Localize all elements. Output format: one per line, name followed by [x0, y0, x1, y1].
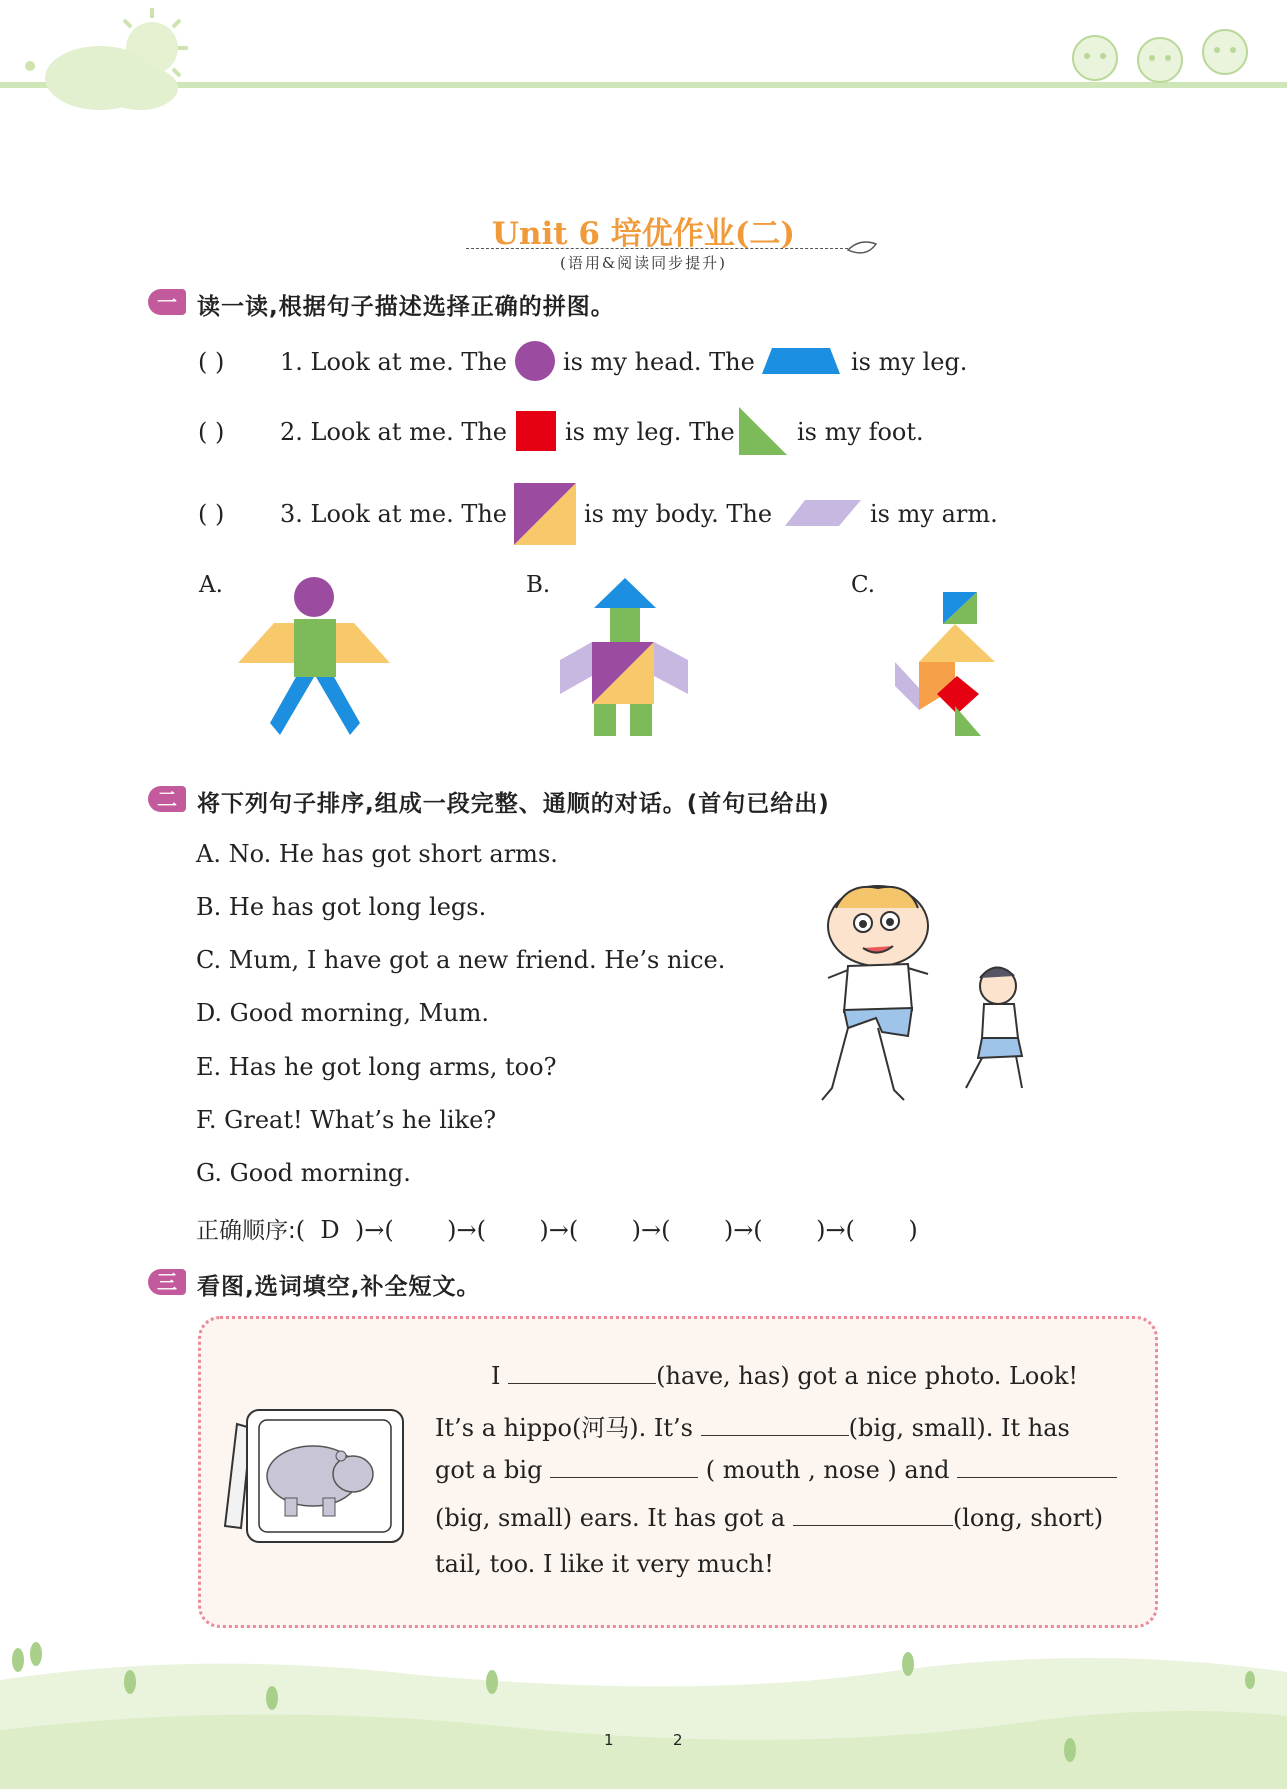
green-triangle-shape [737, 405, 789, 457]
hippo-photo-illustration [223, 1404, 409, 1546]
question-1-text-c: is my leg. [851, 348, 968, 376]
question-3-text-b: is my body. The [584, 500, 773, 528]
sentence-a: A. No. He has got short arms. [196, 840, 558, 868]
section-2-badge: 二 [148, 786, 186, 812]
page-number-left: 1 [604, 1731, 614, 1749]
option-b-label: B. [526, 572, 551, 598]
page-title: Unit 6 培优作业(二) [491, 216, 796, 252]
sentence-e: E. Has he got long arms, too? [196, 1053, 557, 1081]
order-label: 正确顺序: [196, 1218, 296, 1244]
passage-text: ( mouth , nose ) and [705, 1456, 950, 1484]
blank-2[interactable] [701, 1413, 849, 1436]
passage-text: I [491, 1362, 501, 1390]
question-3-text-c: is my arm. [870, 500, 998, 528]
passage-text: (big, small). It has [848, 1414, 1070, 1442]
section-2-heading: 将下列句子排序,组成一段完整、通顺的对话。(首句已给出) [197, 791, 830, 817]
purple-yellow-square-shape [513, 482, 577, 546]
passage-text: (have, has) got a nice photo. Look! [656, 1362, 1078, 1390]
blank-3[interactable] [550, 1455, 698, 1478]
order-line: 正确顺序:( D )→( )→( )→( )→( )→( )→( ) [196, 1216, 918, 1244]
option-c-figure [893, 590, 999, 738]
question-2-text-b: is my leg. The [565, 418, 735, 446]
blank-5[interactable] [793, 1503, 953, 1526]
page-number-right: 2 [673, 1731, 683, 1749]
question-2-text-c: is my foot. [797, 418, 924, 446]
question-1-text-b: is my head. The [563, 348, 755, 376]
question-3-text: 3. Look at me. The [280, 500, 508, 528]
red-square-shape [515, 410, 557, 452]
blank-4[interactable] [957, 1455, 1117, 1478]
passage-line-4 [435, 1503, 1120, 1532]
sun-cloud-decoration [0, 0, 220, 120]
passage-text: (long, short) [952, 1504, 1104, 1532]
sentence-b: B. He has got long legs. [196, 893, 487, 921]
sentence-g: G. Good morning. [196, 1159, 411, 1187]
option-a-figure [234, 575, 394, 735]
sentence-f: F. Great! What’s he like? [196, 1106, 497, 1134]
question-1-text: 1. Look at me. The [280, 348, 508, 376]
purple-circle-shape [514, 340, 556, 382]
title-underline [466, 248, 848, 249]
cartoon-characters-illustration [808, 878, 1048, 1118]
passage-line-3 [435, 1455, 1120, 1484]
passage-line-5: tail, too. I like it very much! [435, 1550, 774, 1578]
answer-paren[interactable]: ( ) [198, 500, 225, 528]
section-3-heading: 看图,选词填空,补全短文。 [197, 1274, 481, 1300]
sentence-c: C. Mum, I have got a new friend. He’s nice. [196, 946, 726, 974]
section-3-badge: 三 [148, 1269, 186, 1295]
passage-text: (big, small) ears. It has got a [435, 1504, 786, 1532]
passage-text: It’s a hippo(河马). It’s [435, 1414, 693, 1442]
animal-heads-decoration [1055, 18, 1255, 90]
passage-line-1 [435, 1361, 1120, 1390]
page-subtitle: (语用&阅读同步提升) [559, 254, 728, 272]
lavender-parallelogram-shape [783, 498, 863, 528]
passage-text: got a big [435, 1456, 543, 1484]
section-1-badge: 一 [148, 289, 186, 315]
order-first: D [320, 1216, 340, 1244]
option-a-label: A. [199, 572, 223, 598]
grass-hills-decoration [0, 1620, 1287, 1789]
option-b-figure [558, 576, 692, 738]
blue-trapezoid-shape [760, 346, 842, 376]
sentence-d: D. Good morning, Mum. [196, 999, 490, 1027]
answer-paren[interactable]: ( ) [198, 348, 225, 376]
section-1-heading: 读一读,根据句子描述选择正确的拼图。 [197, 294, 615, 320]
question-2-text: 2. Look at me. The [280, 418, 508, 446]
blank-1[interactable] [508, 1361, 656, 1384]
option-c-label: C. [851, 572, 876, 598]
passage-line-2 [435, 1408, 1120, 1443]
answer-paren[interactable]: ( ) [198, 418, 225, 446]
